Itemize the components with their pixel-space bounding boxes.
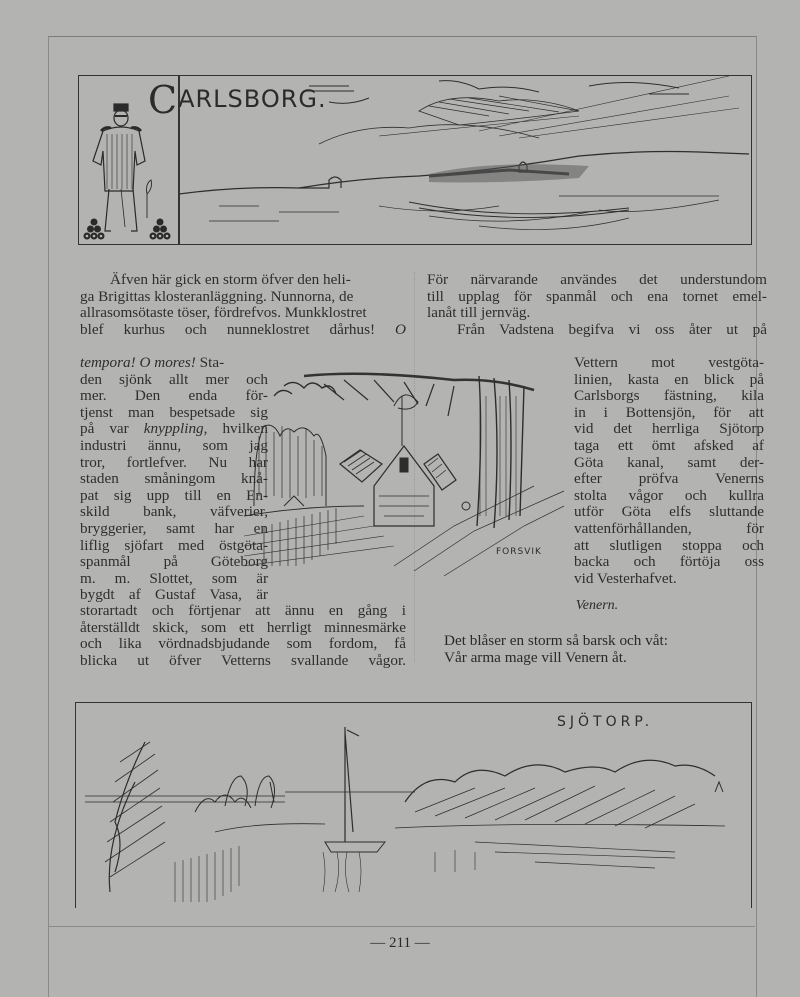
- text-line: Göta kanal, samt der-: [574, 453, 764, 471]
- poem-line: Vår arma mage vill Venern åt.: [444, 649, 627, 666]
- text-line: att slutligen stoppa och: [574, 536, 764, 554]
- text-line-with-exclaim: [80, 322, 406, 339]
- text-line: spanmål på Göteborg: [80, 553, 268, 571]
- sjotorp-harbour-drawing-icon: [75, 702, 755, 902]
- text-span: Sta-: [199, 354, 225, 371]
- carlsborg-header-illustration: [78, 75, 751, 245]
- text-line: bygdt af Gustaf Vasa, är: [80, 586, 268, 604]
- text-line: återställdt skick, som ett herrligt minnesmärke: [80, 618, 406, 636]
- text-span: , hvilken: [203, 420, 268, 438]
- text-line: m. m. Slottet, som är: [80, 569, 268, 587]
- canal-lock-drawing-icon: [244, 366, 566, 578]
- text-line: efter pröfva Venerns: [574, 470, 764, 488]
- text-line: Från Vadstena begifva vi oss åter ut på: [457, 320, 767, 338]
- sjotorp-caption: SJÖTORP.: [557, 714, 654, 730]
- text-line: Vettern mot vestgöta-: [574, 354, 764, 371]
- text-span: blef kurhus och nunneklostret dårhus!: [80, 320, 376, 338]
- text-line: bryggerier, samt har en: [80, 519, 268, 537]
- text-line-with-italic: [80, 421, 268, 438]
- text-line: linien, kasta en blick på: [574, 370, 764, 388]
- left-column-para-wide: [80, 272, 406, 338]
- text-line: Äfven här gick en storm öfver den heli-: [110, 271, 351, 288]
- text-line: vid Vesterhafvet.: [574, 569, 677, 587]
- title-rest: ARLSBORG.: [178, 85, 327, 113]
- latin-mores: O mores!: [139, 354, 196, 371]
- text-line: staden småningom knå-: [80, 470, 268, 488]
- text-line: och lika vördnadsbjudande som fordom, få: [80, 635, 406, 653]
- right-column-para-narrow: [574, 355, 764, 587]
- text-line: utför Göta elfs sluttande: [574, 503, 764, 521]
- text-line: För närvarande användes det understundom: [427, 271, 767, 288]
- text-line: blicka ut öfver Vetterns svallande vågor.: [80, 651, 406, 669]
- forsvik-caption: FORSVIK: [496, 547, 542, 557]
- latin-tempora: tempora!: [80, 354, 136, 371]
- text-line: tror, fortlefver. Nu har: [80, 453, 268, 471]
- text-line: in i Bottensjön, för att: [574, 403, 764, 421]
- left-column-para-narrow: [80, 355, 268, 604]
- latin-o: O: [395, 320, 406, 338]
- text-span: på var: [80, 420, 129, 438]
- latin-exclamation-line: [80, 355, 268, 372]
- left-column-para-wide-end: [80, 603, 406, 669]
- text-line: allrasomsötaste töser, fördrefvos. Munkklostret: [80, 304, 367, 322]
- page-number: — 211 —: [370, 935, 430, 951]
- text-line: lanåt till jernväg.: [427, 304, 531, 322]
- text-line: taga ett ömt afsked af: [574, 436, 764, 454]
- poem: [444, 632, 764, 666]
- carlsborg-title: [148, 78, 327, 122]
- sjotorp-illustration: [75, 702, 755, 902]
- italic-knyppling: knyppling: [143, 420, 204, 438]
- text-line: den sjönk allt mer och: [80, 370, 268, 388]
- text-line: storartadt och förtjenar att ännu en gång i: [80, 602, 406, 619]
- text-line: ga Brigittas klosteranläggning. Nunnorna, de: [80, 287, 354, 305]
- text-line: stolta vågor och kullra: [574, 486, 764, 504]
- text-line: skild bank, väfverier,: [80, 503, 268, 521]
- text-line: mer. Den enda för-: [80, 387, 268, 405]
- text-line: tjenst man bespetsade sig: [80, 403, 268, 421]
- text-line: pat sig upp till en En-: [80, 486, 268, 504]
- text-line: Carlsborgs fästning, kila: [574, 387, 764, 405]
- text-line: liflig sjöfart med östgöta-: [80, 536, 268, 554]
- footer-rule: [48, 926, 755, 927]
- right-column-para: [427, 272, 767, 338]
- poem-title: Venern.: [575, 598, 619, 613]
- text-line: vattenförhållanden, för: [574, 519, 764, 537]
- text-line: backa och förtöja oss: [574, 553, 764, 571]
- forsvik-illustration: [244, 366, 566, 578]
- title-initial: C: [148, 78, 179, 122]
- poem-line: Det blåser en storm så barsk och våt:: [444, 632, 668, 649]
- text-line: industri ännu, som jag: [80, 436, 268, 454]
- text-line: till upplag för spanmål och ena tornet emel-: [427, 287, 767, 305]
- text-line: vid det herrliga Sjötorp: [574, 420, 764, 438]
